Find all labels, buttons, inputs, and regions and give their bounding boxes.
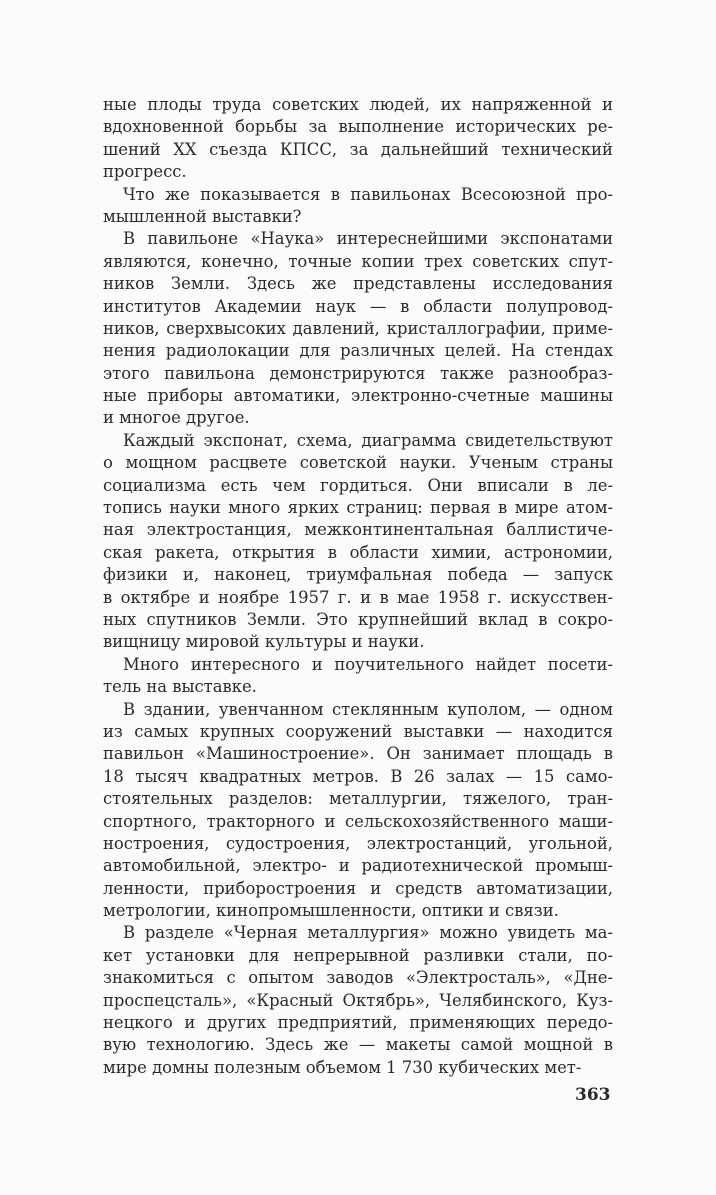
paragraph bbox=[103, 922, 613, 1079]
text-line: метрологии, кинопромышленности, оптики и связи. bbox=[103, 901, 559, 921]
text-line: В разделе «Черная металлургия» можно увидеть ма- bbox=[123, 923, 613, 943]
text-line: знакомиться с опытом заводов «Электросталь», «Дне- bbox=[103, 968, 613, 988]
text-line: спортного, тракторного и сельскохозяйственного маши- bbox=[103, 811, 613, 831]
text-line: шений XX съезда КПСС, за дальнейший технический bbox=[103, 139, 613, 159]
text-line: ников, сверхвысоких давлений, кристаллографии, приме- bbox=[103, 318, 613, 338]
page-number: 363 bbox=[575, 1085, 611, 1105]
text-line: мышленной выставки? bbox=[103, 206, 302, 226]
paragraph bbox=[103, 228, 613, 430]
text-line: В здании, увенчанном стеклянным куполом, — одном bbox=[123, 699, 613, 719]
text-line: и многое другое. bbox=[103, 408, 250, 428]
text-line: Каждый экспонат, схема, диаграмма свидетельствуют bbox=[123, 430, 613, 450]
text-line: автомобильной, электро- и радиотехнической промыш- bbox=[103, 856, 613, 876]
text-line: ная электростанция, межконтинентальная баллистиче- bbox=[103, 520, 613, 540]
text-line: прогресс. bbox=[103, 162, 187, 182]
text-line: физики и, наконец, триумфальная победа — запуск bbox=[103, 565, 613, 585]
paragraph bbox=[103, 184, 613, 229]
text-line: Много интересного и поучительного найдет посети- bbox=[123, 654, 613, 674]
text-line: мире домны полезным объемом 1 730 кубических мет- bbox=[103, 1057, 582, 1077]
text-line: социализма есть чем гордиться. Они вписали в ле- bbox=[103, 475, 613, 495]
text-line: этого павильона демонстрируются также разнообраз- bbox=[103, 363, 613, 383]
paragraph bbox=[103, 94, 613, 184]
text-line: в октябре и ноябре 1957 г. и в мае 1958 г. искусствен- bbox=[103, 587, 613, 607]
text-line: В павильоне «Наука» интереснейшими экспонатами bbox=[123, 229, 613, 249]
text-line: 18 тысяч квадратных метров. В 26 залах — 15 само- bbox=[103, 766, 613, 786]
text-line: стоятельных разделов: металлургии, тяжелого, тран- bbox=[103, 789, 613, 809]
text-line: ностроения, судостроения, электростанций, угольной, bbox=[103, 833, 613, 853]
paragraph bbox=[103, 430, 613, 654]
text-line: из самых крупных сооружений выставки — находится bbox=[103, 721, 613, 741]
text-line: ская ракета, открытия в области химии, астрономии, bbox=[103, 542, 613, 562]
text-line: проспецсталь», «Красный Октябрь», Челябинского, Куз- bbox=[103, 990, 613, 1010]
text-line: нецкого и других предприятий, применяющих передо- bbox=[103, 1013, 613, 1033]
text-line: тель на выставке. bbox=[103, 677, 257, 697]
paragraph bbox=[103, 654, 613, 699]
text-line: ные приборы автоматики, электронно-счетные машины bbox=[103, 386, 613, 406]
text-line: ные плоды труда советских людей, их напряженной и bbox=[103, 95, 613, 114]
body-text bbox=[103, 94, 613, 1079]
text-line: ных спутников Земли. Это крупнейший вклад в сокро- bbox=[103, 609, 613, 629]
text-line: нения радиолокации для различных целей. На стендах bbox=[103, 341, 613, 361]
text-line: топись науки много ярких страниц: первая в мире атом- bbox=[103, 498, 613, 518]
text-line: ленности, приборостроения и средств автоматизации, bbox=[103, 878, 613, 898]
text-line: являются, конечно, точные копии трех советских спут- bbox=[103, 251, 613, 271]
text-line: ников Земли. Здесь же представлены исследования bbox=[103, 274, 613, 294]
text-line: вдохновенной борьбы за выполнение исторических ре- bbox=[103, 117, 613, 137]
text-line: институтов Академии наук — в области полупровод- bbox=[103, 296, 613, 316]
text-line: кет установки для непрерывной разливки стали, по- bbox=[103, 945, 613, 965]
text-line: Что же показывается в павильонах Всесоюзной про- bbox=[123, 184, 613, 204]
text-line: о мощном расцвете советской науки. Ученым страны bbox=[103, 453, 613, 473]
text-line: павильон «Машиностроение». Он занимает площадь в bbox=[103, 744, 613, 764]
text-line: вую технологию. Здесь же — макеты самой мощной в bbox=[103, 1035, 613, 1055]
text-line: вищницу мировой культуры и науки. bbox=[103, 632, 425, 652]
paragraph bbox=[103, 699, 613, 923]
